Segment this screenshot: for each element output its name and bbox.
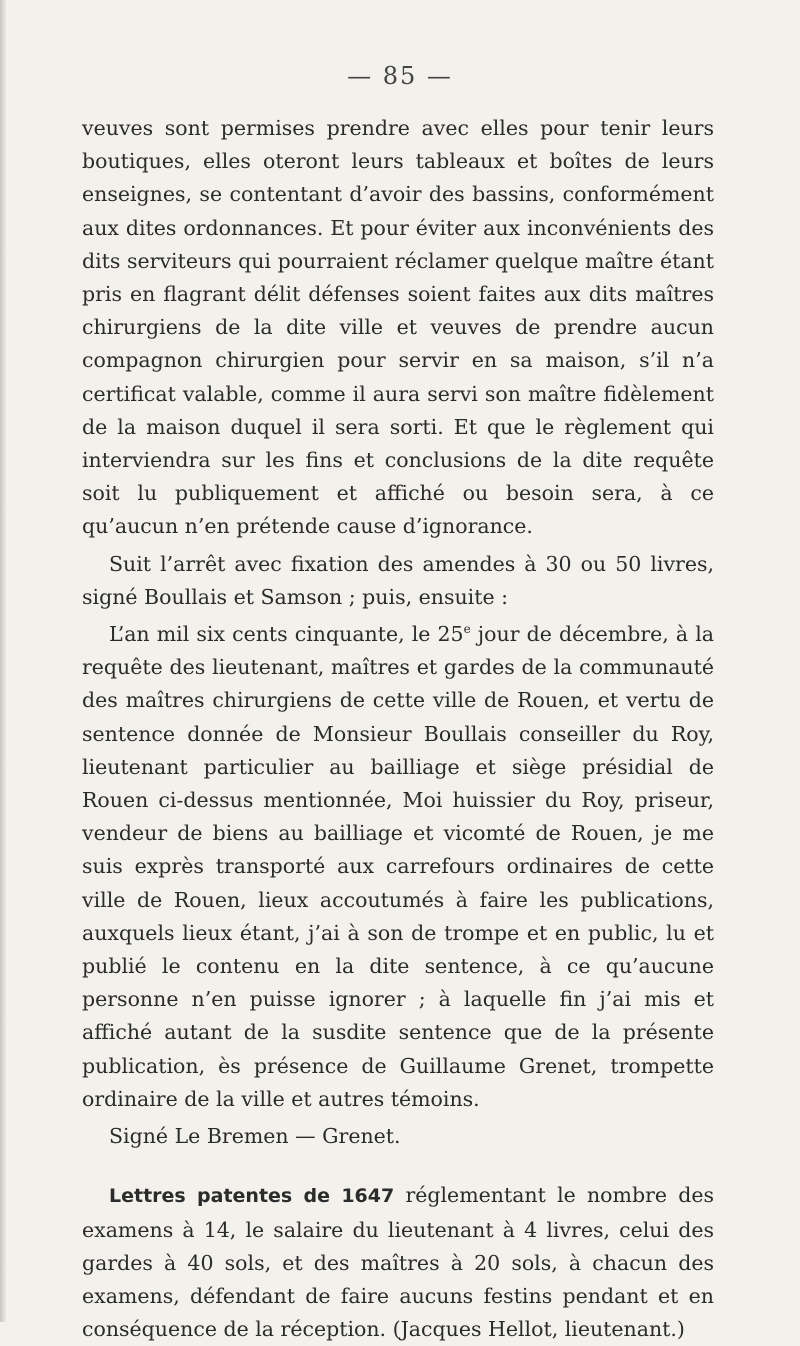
page-edge-shadow — [0, 0, 6, 1322]
publication-date-text: L’an mil six cents cinquante, le 25 — [109, 622, 464, 647]
paragraph-arret: Suit l’arrêt avec fixation des amendes à 30 ou 50 livres, signé Boullais et Samson ; puis, ensuite : — [82, 551, 714, 609]
paragraph-publication — [82, 618, 714, 1116]
lettres-patentes-heading: Lettres patentes de 1647 — [109, 1185, 395, 1208]
paragraph-signature: Signé Le Bremen — Grenet. — [109, 1124, 401, 1149]
paragraph-lettres-patentes — [82, 1179, 714, 1346]
ordinal-superscript: e — [463, 622, 471, 637]
lettres-patentes-text: réglementant le nombre des examens à 14, le salaire du lieutenant à 4 livres, celui des gardes à 40 sols, et des maîtres à 20 sols, à chacun des examens, défendant de faire aucuns festins pendant et en conséquence de la réception. (Jacques Hellot, lieutenant.) — [82, 1183, 715, 1342]
paragraph-continuation: veuves sont permises prendre avec elles pour tenir leurs boutiques, elles oteront leurs tableaux et boîtes de leurs enseignes, se contentant d’avoir des bassins, conformément aux dites ordonnances. Et pour éviter aux inconvénients des dits serviteurs qui pourraient réclamer quelque maître étant pris en flagrant délit défenses soient faites aux dits maîtres chirurgiens de la dite ville et veuves de prendre aucun compagnon chirurgien pour servir en sa maison, s’il n’a certificat valable, comme il aura servi son maître fidèlement de la maison duquel il sera sorti. Et que le règlement qui interviendra sur les fins et conclusions de la dite requête soit lu publiquement et affiché ou besoin sera, à ce qu’aucun n’en prétende cause d’ignorance. — [82, 116, 714, 539]
page-number: — 85 — — [347, 62, 453, 90]
publication-body-text: jour de décembre, à la requête des lieutenant, maîtres et gardes de la communauté des maîtres chirurgiens de cette ville de Rouen, et vertu de sentence donnée de Monsieur Boullais conseiller du Roy, lieutenant particulier au bailliage et siège présidial de Rouen ci-dessus mentionnée, Moi huissier du Roy, priseur, vendeur de biens au bailliage et vicomté de Rouen, je me suis exprès transporté aux carrefours ordinaires de cette ville de Rouen, lieux accoutumés à faire les publications, auxquels lieux étant, j’ai à son de trompe et en public, lu et publié le contenu en la dite sentence, à ce qu’aucune personne n’en puisse ignorer ; à laquelle fin j’ai mis et affiché autant de la susdite sentence que de la présente publication, ès présence de Guillaume Grenet, trompette ordinaire de la ville et autres témoins. — [82, 622, 715, 1111]
body-text — [82, 112, 714, 1346]
